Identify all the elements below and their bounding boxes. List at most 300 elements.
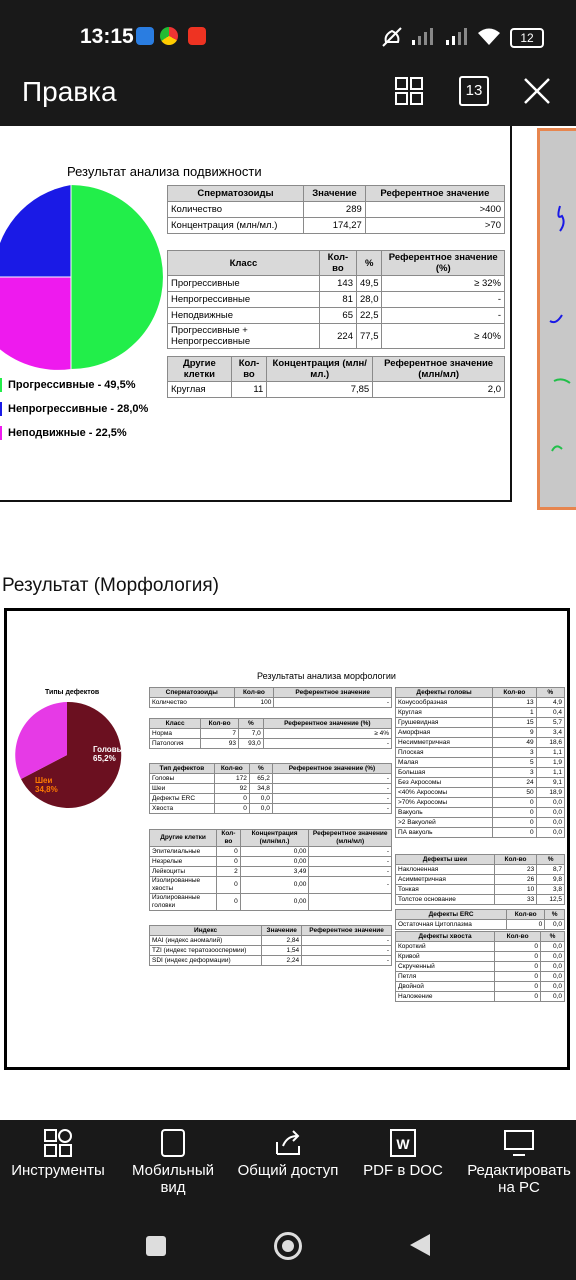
pie-slice-progressive [71,185,163,369]
table-cell: 18,9 [536,788,564,798]
table-cell: 0 [217,877,241,894]
table-cell: ≥ 32% [382,276,505,292]
table-cell: 0 [495,942,541,952]
table-cell: <40% Акросомы [396,788,493,798]
document-view[interactable] [0,126,576,1120]
table-cell: - [302,946,392,956]
table-cell: - [302,956,392,966]
table-header-cell: Дефекты ERC [396,910,507,920]
table-cell: 10 [494,885,536,895]
table-cell: - [263,739,391,749]
table-row [150,794,392,804]
table-cell: 0,0 [536,808,564,818]
table-cell: ПА вакуоль [396,828,493,838]
table-cell: 0,0 [541,952,565,962]
neck-defects-table [395,854,565,905]
table-header-cell: Сперматозоиды [168,186,304,202]
motility-pie-chart [0,184,164,370]
table-header-cell: Кол-во [234,688,274,698]
table-header-cell: Значение [304,186,366,202]
table-row [396,758,565,768]
legend-progressive: Прогрессивные - 49,5% [0,378,136,392]
table-cell: 18,6 [536,738,564,748]
table-header-cell: % [238,719,263,729]
table-header-cell: Класс [150,719,201,729]
table-cell: Кривой [396,952,495,962]
table-cell: 0 [217,894,241,911]
class-table [167,250,505,349]
page-count: 13 [465,82,483,99]
table-row [396,992,565,1002]
table-header-cell: Референтное значение (%) [263,719,391,729]
table-cell: 0 [495,962,541,972]
table-cell: 92 [214,784,249,794]
document-page-1 [0,126,512,502]
table-cell: 28,0 [356,292,382,308]
table-row [150,739,392,749]
table-header-cell: Кол-во [495,932,541,942]
table-cell: Аморфная [396,728,493,738]
table-row [396,698,565,708]
table-cell: 3,49 [240,867,309,877]
bottom-toolbar [0,1120,576,1212]
table-cell: 0,4 [536,708,564,718]
table-cell: 0 [217,847,241,857]
pdf-to-doc-button[interactable]: W PDF в DOC [355,1120,451,1212]
table-row [168,382,505,398]
table-cell: >2 Вакуолей [396,818,493,828]
table-cell: 50 [493,788,536,798]
table-cell: 9,1 [536,778,564,788]
message-app-icon [136,27,154,45]
table-cell: 7,85 [267,382,373,398]
table-cell: 0,0 [536,818,564,828]
table-cell: 0,0 [545,920,565,930]
table-cell: 0 [507,920,545,930]
table-row [396,818,565,828]
table-row [150,804,392,814]
table-cell: Количество [150,698,235,708]
table-cell: 0,00 [240,894,309,911]
table-cell: - [309,867,392,877]
table-header-cell: Кол-во [214,764,249,774]
table-cell: 9 [493,728,536,738]
index-table [149,925,392,966]
table-row [396,942,565,952]
table-header-cell: Тип дефектов [150,764,215,774]
pie-title: Типы дефектов [45,689,100,696]
table-cell: Головы [150,774,215,784]
table-row [396,728,565,738]
table-cell: Наложение [396,992,495,1002]
battery-level: 12 [520,31,534,45]
table-row [396,788,565,798]
pdf-to-doc-icon [389,1128,417,1158]
table-header-cell: Дефекты хвоста [396,932,495,942]
table-cell: - [309,857,392,867]
table-header-cell: Дефекты шеи [396,855,495,865]
table-row [168,202,505,218]
table-cell: 0 [495,992,541,1002]
table-row [168,292,505,308]
table-cell: Изолированные головки [150,894,217,911]
table-cell: Петля [396,972,495,982]
table-row [396,778,565,788]
table-cell: 5 [493,758,536,768]
head-defects-table [395,687,565,838]
table-cell: Наклоненная [396,865,495,875]
table-row [168,276,505,292]
table-cell: Вакуоль [396,808,493,818]
table-header-cell: Другие клетки [168,357,232,382]
table-cell: 0 [214,794,249,804]
close-icon[interactable] [523,77,551,105]
table-header-cell: % [249,764,272,774]
table-cell: Дефекты ERC [150,794,215,804]
document-page-2 [4,608,570,1070]
table-header-cell: Кол-во [507,910,545,920]
table-cell: - [272,784,391,794]
share-icon [273,1128,303,1158]
table-cell: Патология [150,739,201,749]
table-header-cell: % [545,910,565,920]
table-cell: 15 [493,718,536,728]
table-cell: 12,5 [537,895,565,905]
table-cell: - [272,774,391,784]
table-cell: 93,0 [238,739,263,749]
table-cell: 2,24 [262,956,302,966]
table-cell: Остаточная Цитоплазма [396,920,507,930]
app-title: Правка [22,76,117,107]
mute-icon [380,26,404,48]
table-header-cell: Кол-во [217,830,241,847]
legend-nonprogressive: Непрогрессивные - 28,0% [0,402,148,416]
table-cell: Концентрация (млн/мл.) [168,218,304,234]
status-bar [0,0,576,72]
table-cell: 1,1 [536,768,564,778]
table-cell: 0 [495,982,541,992]
table-header-cell: Референтное значение (%) [382,251,505,276]
table-row [150,946,392,956]
table-cell: 3 [493,768,536,778]
mobile-view-button[interactable]: Мобильный вид [120,1120,226,1212]
status-time: 13:15 [80,25,134,48]
table-row [168,308,505,324]
table-header-cell: Значение [262,926,302,936]
table-header-cell: % [541,932,565,942]
table-cell: 3,8 [537,885,565,895]
table-cell: Количество [168,202,304,218]
table-row [396,895,565,905]
table-cell: 24 [493,778,536,788]
table-cell: Хвоста [150,804,215,814]
table-row [150,877,392,894]
table-row [396,952,565,962]
table-header-cell: Референтное значение [365,186,504,202]
morph-sperm-table [149,687,392,708]
table-header-cell: Дефекты головы [396,688,493,698]
table-cell: TZI (индекс тератозооспермии) [150,946,262,956]
table-cell: 172 [214,774,249,784]
table-header-cell: % [356,251,382,276]
table-header-cell: Референтное значение [274,688,392,698]
table-cell: 13 [493,698,536,708]
other-cells-table [167,356,505,398]
table-cell: Изолированные хвосты [150,877,217,894]
table-cell: 0,0 [541,982,565,992]
mvideo-icon [188,27,206,45]
table-cell: Большая [396,768,493,778]
tools-button[interactable]: Инструменты [0,1120,116,1212]
table-header-cell: Референтное значение [302,926,392,936]
table-row [150,936,392,946]
svg-text:W: W [396,1136,410,1152]
microscope-image-thumbnail [537,128,576,510]
table-row [150,894,392,911]
table-row [396,768,565,778]
table-cell: 0,0 [536,828,564,838]
morph-other-cells-table [149,829,392,911]
table-cell: - [272,804,391,814]
table-row [396,885,565,895]
table-cell: Малая [396,758,493,768]
table-header-cell: Кол-во [231,357,267,382]
table-cell: Непрогрессивные [168,292,320,308]
table-cell: Лейкоциты [150,867,217,877]
table-cell: >400 [365,202,504,218]
table-cell: 0,00 [240,847,309,857]
table-header-cell: Другие клетки [150,830,217,847]
table-row [396,708,565,718]
table-row [150,956,392,966]
table-cell: 22,5 [356,308,382,324]
table-row [150,847,392,857]
table-cell: Короткий [396,942,495,952]
table-row [396,865,565,875]
table-cell: 4,9 [536,698,564,708]
table-cell: - [274,698,392,708]
table-header-cell: % [537,855,565,865]
table-cell: 0,0 [541,972,565,982]
table-header-cell: Референтное значение (млн/мл) [373,357,505,382]
table-cell: 23 [494,865,536,875]
table-header-cell: Кол-во [319,251,356,276]
table-cell: SDI (индекс деформации) [150,956,262,966]
table-row [396,798,565,808]
table-cell: - [272,794,391,804]
motility-title: Результат анализа подвижности [67,164,262,179]
table-row [396,828,565,838]
table-row [168,324,505,349]
table-cell: 93 [201,739,239,749]
table-cell: 0 [214,804,249,814]
table-row [150,774,392,784]
morphology-title: Результаты анализа морфологии [257,671,396,681]
table-cell: 0 [493,798,536,808]
table-cell: 0,0 [536,798,564,808]
table-cell: >70% Акросомы [396,798,493,808]
table-cell: >70 [365,218,504,234]
table-cell: 143 [319,276,356,292]
table-header-cell: Референтное значение (%) [272,764,391,774]
pie-label-heads: Головы 65,2% [93,745,124,763]
table-row [150,729,392,739]
table-cell: Конусообразная [396,698,493,708]
table-header-cell: Концентрация (млн/мл.) [267,357,373,382]
table-header-cell: Класс [168,251,320,276]
table-cell: 0,0 [541,962,565,972]
table-cell: 0,0 [249,804,272,814]
tools-icon [43,1128,73,1158]
table-cell: 0,00 [240,877,309,894]
home-button-dot [282,1240,294,1252]
table-cell: 3 [493,748,536,758]
table-cell: Толстое основание [396,895,495,905]
table-cell: MAI (индекс аномалий) [150,936,262,946]
table-cell: 2 [217,867,241,877]
table-cell: 1,54 [262,946,302,956]
signal-2-icon [444,26,470,46]
table-header-cell: Кол-во [201,719,239,729]
table-row [396,982,565,992]
battery-indicator [510,28,544,48]
app-bar [0,72,576,126]
table-cell: ≥ 4% [263,729,391,739]
table-cell: - [309,877,392,894]
table-header-cell: Индекс [150,926,262,936]
table-row [150,857,392,867]
table-row [168,218,505,234]
table-cell: Шеи [150,784,215,794]
table-cell: Несимметричная [396,738,493,748]
edit-on-pc-icon [503,1128,535,1158]
table-cell: - [382,292,505,308]
table-cell: 1,9 [536,758,564,768]
table-cell: 49,5 [356,276,382,292]
table-cell: 0 [493,828,536,838]
table-cell: 0,00 [240,857,309,867]
table-row [150,867,392,877]
share-button[interactable]: Общий доступ [228,1120,348,1212]
table-cell: 0 [493,818,536,828]
table-header-cell: % [536,688,564,698]
table-cell: 0 [217,857,241,867]
table-row [396,808,565,818]
recents-button[interactable] [146,1236,166,1256]
table-cell: 0,0 [249,794,272,804]
edit-on-pc-button[interactable]: Редактировать на PC [462,1120,576,1212]
table-cell: 1,1 [536,748,564,758]
table-cell: 26 [494,875,536,885]
table-cell: 0 [495,952,541,962]
table-cell: 224 [319,324,356,349]
system-nav-bar [0,1212,576,1280]
pie-slice-nonprogressive [0,185,71,277]
table-cell: 8,7 [537,865,565,875]
table-row [396,718,565,728]
table-cell: 9,8 [537,875,565,885]
table-row [396,962,565,972]
morph-class-table [149,718,392,749]
table-cell: Грушевидная [396,718,493,728]
table-cell: 100 [234,698,274,708]
table-cell: 7 [201,729,239,739]
pie-label-necks: Шеи 34,8% [35,776,58,794]
table-cell: 5,7 [536,718,564,728]
table-cell: 2,0 [373,382,505,398]
table-cell: Асимметричная [396,875,495,885]
erc-defects-table [395,909,565,930]
table-cell [309,894,392,911]
table-header-cell: Кол-во [493,688,536,698]
chrome-icon [160,27,178,45]
table-cell: Неподвижные [168,308,320,324]
table-cell: Скрученный [396,962,495,972]
table-cell: 3,4 [536,728,564,738]
sperm-table [167,185,505,234]
tail-defects-table [395,931,565,1002]
table-cell: 0 [495,972,541,982]
table-cell: Норма [150,729,201,739]
back-icon[interactable] [408,1232,432,1258]
table-cell: - [302,936,392,946]
table-cell: 2,84 [262,936,302,946]
table-cell: 7,0 [238,729,263,739]
table-cell: 65,2 [249,774,272,784]
table-cell: Плоская [396,748,493,758]
table-cell: 289 [304,202,366,218]
table-cell: Прогрессивные [168,276,320,292]
table-cell: Тонкая [396,885,495,895]
grid-view-icon[interactable] [394,76,424,106]
table-cell: 0,0 [541,942,565,952]
table-row [396,738,565,748]
signal-1-icon [410,26,436,46]
table-cell: - [309,847,392,857]
pie-slice-immotile [0,277,71,370]
table-cell: 33 [494,895,536,905]
table-cell: 0 [493,808,536,818]
table-row [150,784,392,794]
table-cell: 0,0 [541,992,565,1002]
table-cell: ≥ 40% [382,324,505,349]
page-count-button[interactable] [459,76,489,106]
mobile-view-icon [160,1128,186,1158]
table-cell: 81 [319,292,356,308]
section-title: Результат (Морфология) [2,575,219,596]
table-cell: 49 [493,738,536,748]
legend-immotile: Неподвижные - 22,5% [0,426,127,440]
table-header-cell: Кол-во [494,855,536,865]
table-cell: 174,27 [304,218,366,234]
table-header-cell: Концентрация (млн/мл.) [240,830,309,847]
table-row [150,698,392,708]
table-cell: 77,5 [356,324,382,349]
table-cell: - [382,308,505,324]
table-cell: 65 [319,308,356,324]
table-cell: Круглая [168,382,232,398]
table-cell: Двойной [396,982,495,992]
table-cell: 1 [493,708,536,718]
table-cell: Круглая [396,708,493,718]
defect-type-table [149,763,392,814]
table-row [396,875,565,885]
table-header-cell: Сперматозоиды [150,688,235,698]
table-cell: 34,8 [249,784,272,794]
table-cell: Незрелые [150,857,217,867]
table-row [396,748,565,758]
table-cell: Прогрессивные + Непрогрессивные [168,324,320,349]
